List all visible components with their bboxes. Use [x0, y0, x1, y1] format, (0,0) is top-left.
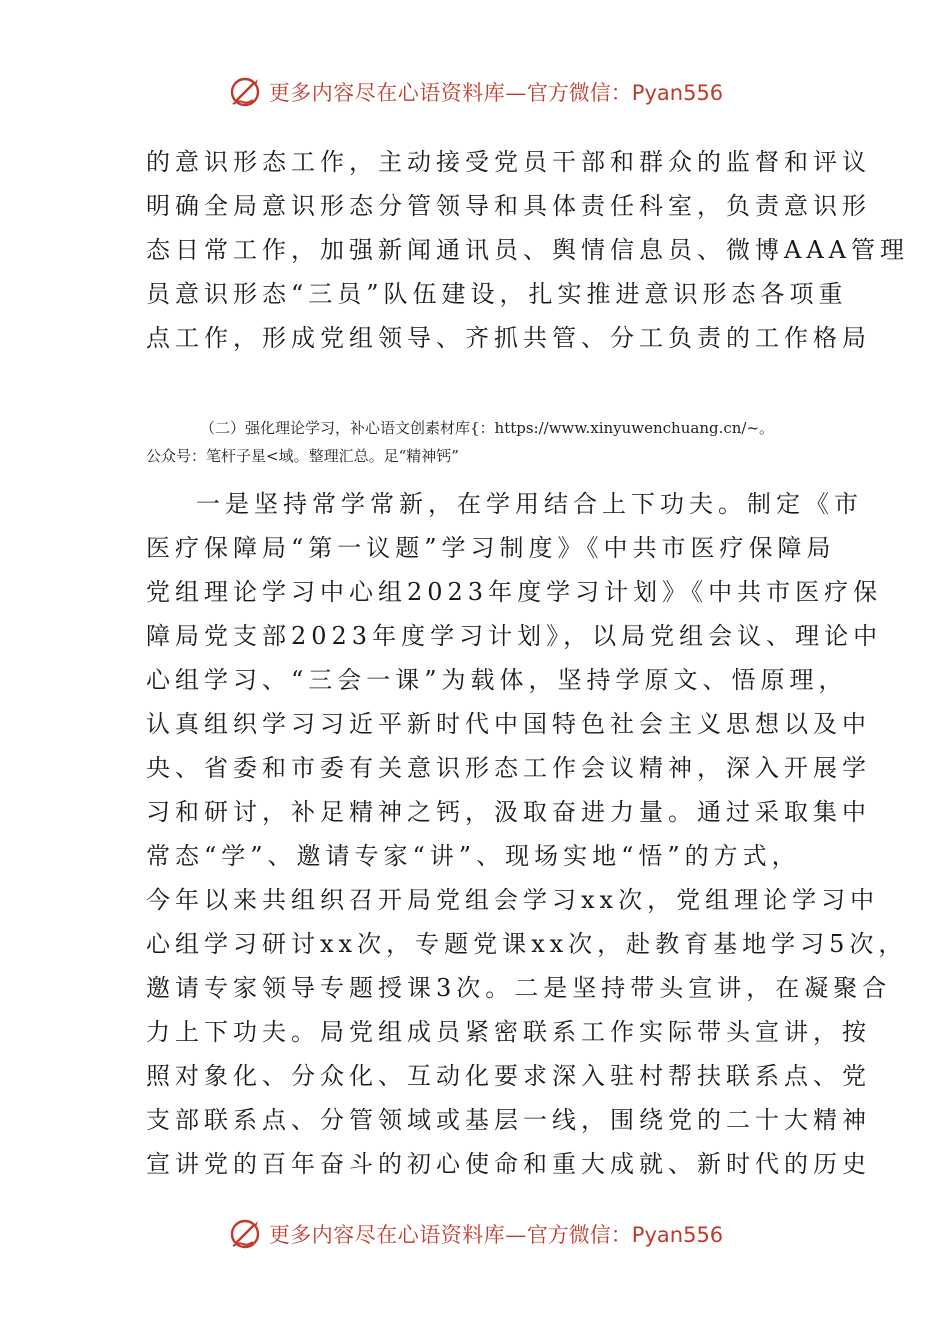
- section-heading-line: （二）强化理论学习，补心语文创素材库{：https://www.xinyuwenchuang.cn/~。: [200, 419, 775, 437]
- text-line: 宣讲党的百年奋斗的初心使命和重大成就、新时代的历史: [146, 1150, 871, 1178]
- header-banner: [0, 70, 950, 114]
- quill-seal-icon: [227, 74, 263, 110]
- text-line: 态日常工作，加强新闻通讯员、舆情信息员、微博AAA管理: [146, 236, 909, 264]
- text-line: 障局党支部2023年度学习计划》，以局党组会议、理论中: [146, 622, 883, 650]
- text-line: 认真组织学习习近平新时代中国特色社会主义思想以及中: [146, 710, 871, 738]
- text-line: 明确全局意识形态分管领导和具体责任科室，负责意识形: [146, 192, 871, 220]
- text-line: 今年以来共组织召开局党组会学习xx次，党组理论学习中: [146, 886, 880, 914]
- wechat-contact: 官方微信：Pyan556: [526, 81, 724, 105]
- text-line: 央、省委和市委有关意识形态工作会议精神，深入开展学: [146, 754, 871, 782]
- text-line: 心组学习研讨xx次，专题党课xx次，赴教育基地学习5次，: [146, 930, 908, 958]
- text-line: 支部联系点、分管领域或基层一线，围绕党的二十大精神: [146, 1106, 871, 1134]
- text-line: 习和研讨，补足精神之钙，汲取奋进力量。通过采取集中: [146, 798, 871, 826]
- text-line: 点工作，形成党组领导、齐抓共管、分工负责的工作格局: [146, 324, 871, 352]
- text-line: 心组学习、“三会一课”为载体，坚持学原文、悟原理，: [146, 666, 848, 694]
- promo-text: 更多内容尽在心语资料库—: [268, 81, 527, 105]
- text-line: 医疗保障局“第一议题”学习制度》《中共市医疗保障局: [146, 534, 836, 562]
- wechat-contact: 官方微信：Pyan556: [526, 1223, 724, 1247]
- quill-seal-icon: [227, 1216, 263, 1252]
- text-line: 员意识形态“三员”队伍建设，扎实推进意识形态各项重: [146, 280, 848, 308]
- footer-banner: [0, 1212, 950, 1256]
- text-line: 力上下功夫。局党组成员紧密联系工作实际带头宣讲，按: [146, 1018, 871, 1046]
- text-line: 的意识形态工作，主动接受党员干部和群众的监督和评议: [146, 148, 871, 176]
- text-line: 邀请专家领导专题授课3次。二是坚持带头宣讲，在凝聚合: [146, 974, 892, 1002]
- section-heading-line: 公众号：笔杆子星<域。整理汇总。足“精神钙”: [146, 447, 459, 465]
- text-line: 党组理论学习中心组2023年度学习计划》《中共市医疗保: [146, 578, 883, 606]
- text-line: 一是坚持常学常新，在学用结合上下功夫。制定《市: [196, 490, 863, 518]
- text-line: 常态“学”、邀请专家“讲”、现场实地“悟”的方式，: [146, 842, 801, 870]
- text-line: 照对象化、分众化、互动化要求深入驻村帮扶联系点、党: [146, 1062, 871, 1090]
- promo-text: 更多内容尽在心语资料库—: [268, 1223, 527, 1247]
